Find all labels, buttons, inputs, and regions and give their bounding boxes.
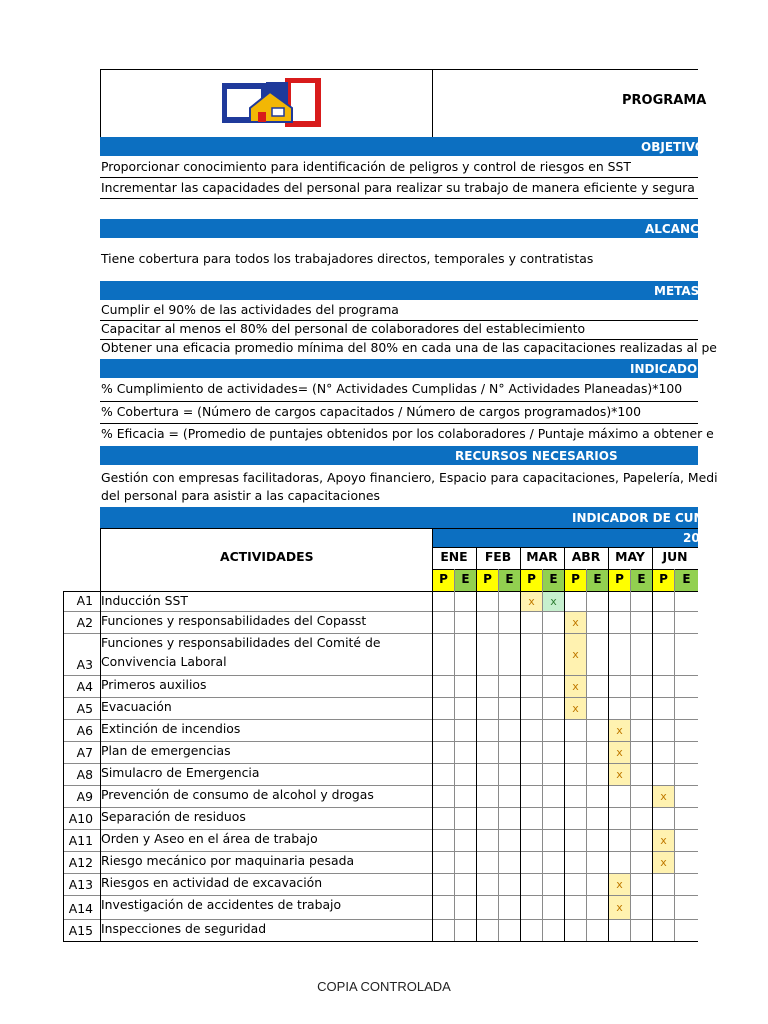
exec-header: E bbox=[543, 570, 564, 591]
activity-label: Simulacro de Emergencia bbox=[101, 765, 260, 780]
month-header: MAY bbox=[615, 549, 645, 564]
planned-mark[interactable]: x bbox=[521, 592, 542, 611]
grid-line bbox=[63, 873, 698, 874]
table-row bbox=[63, 763, 698, 785]
grid-line bbox=[63, 851, 698, 852]
section-cumplimiento bbox=[100, 507, 706, 528]
section-metas bbox=[100, 281, 698, 300]
activity-label: Convivencia Laboral bbox=[101, 654, 227, 669]
activity-label: Primeros auxilios bbox=[101, 677, 207, 692]
objetivo-line-1: Proporcionar conocimiento para identificación de peligros y control de riesgos en SST bbox=[101, 159, 631, 174]
grid-line bbox=[63, 895, 698, 896]
table-row bbox=[63, 895, 698, 919]
activity-label: Separación de residuos bbox=[101, 809, 246, 824]
logo-graphic bbox=[222, 78, 322, 128]
planned-mark[interactable]: x bbox=[565, 698, 586, 719]
section-recursos-label: RECURSOS NECESARIOS bbox=[455, 449, 618, 463]
objetivo-line-2: Incrementar las capacidades del personal para realizar su trabajo de manera eficiente y segura bbox=[101, 180, 695, 195]
plan-header: P bbox=[433, 570, 454, 591]
month-header: ABR bbox=[571, 549, 601, 564]
year-label: 20 bbox=[683, 531, 700, 545]
program-title: PROGRAMA bbox=[622, 93, 707, 108]
table-row bbox=[63, 719, 698, 741]
recursos-line-2: del personal para asistir a las capacitaciones bbox=[101, 488, 380, 503]
border-obj-2 bbox=[100, 198, 698, 199]
grid-line bbox=[63, 591, 64, 941]
section-objetivo bbox=[100, 137, 705, 156]
activity-code: A2 bbox=[76, 615, 93, 630]
table-row bbox=[63, 675, 698, 697]
planned-mark[interactable]: x bbox=[609, 764, 630, 785]
grid-line bbox=[63, 719, 698, 720]
month-header: MAR bbox=[526, 549, 558, 564]
plan-header: P bbox=[609, 570, 630, 591]
exec-header: E bbox=[499, 570, 520, 591]
section-alcance bbox=[100, 219, 708, 238]
grid-line bbox=[63, 919, 698, 920]
section-recursos bbox=[100, 446, 698, 465]
activity-code: A12 bbox=[68, 855, 93, 870]
activity-label: Extinción de incendios bbox=[101, 721, 241, 736]
table-row bbox=[63, 785, 698, 807]
activity-code: A10 bbox=[68, 811, 93, 826]
section-cumplimiento-label: INDICADOR DE CUM bbox=[572, 511, 706, 525]
planned-mark[interactable]: x bbox=[609, 742, 630, 763]
grid-line bbox=[542, 569, 543, 941]
grid-line bbox=[63, 941, 698, 942]
grid-line bbox=[63, 697, 698, 698]
grid-line bbox=[63, 611, 698, 612]
grid-line bbox=[63, 675, 698, 676]
table-row bbox=[63, 591, 698, 611]
planned-mark[interactable]: x bbox=[653, 852, 674, 873]
month-header: FEB bbox=[484, 549, 512, 564]
planned-mark[interactable]: x bbox=[565, 676, 586, 697]
section-objetivo-label: OBJETIVO bbox=[641, 140, 705, 154]
grid-line bbox=[63, 807, 698, 808]
grid-line bbox=[630, 569, 631, 941]
grid-line bbox=[564, 547, 565, 941]
indicador-line-2: % Cobertura = (Número de cargos capacitados / Número de cargos programados)*100 bbox=[101, 404, 642, 419]
plan-header: P bbox=[521, 570, 542, 591]
planned-mark[interactable]: x bbox=[653, 830, 674, 851]
activity-code: A11 bbox=[68, 833, 93, 848]
month-header: ENE bbox=[440, 549, 468, 564]
planned-mark[interactable]: x bbox=[653, 786, 674, 807]
planned-mark[interactable]: x bbox=[565, 612, 586, 633]
activity-code: A15 bbox=[68, 923, 93, 938]
grid-line bbox=[100, 528, 101, 941]
grid-line bbox=[476, 547, 477, 941]
meta-line-1: Cumplir el 90% de las actividades del programa bbox=[101, 302, 399, 317]
company-logo bbox=[222, 78, 322, 128]
border-title-divider bbox=[432, 69, 433, 137]
exec-header: E bbox=[675, 570, 698, 591]
border-top bbox=[100, 69, 698, 70]
planned-mark[interactable]: x bbox=[609, 874, 630, 895]
table-row bbox=[63, 697, 698, 719]
activities-header bbox=[100, 528, 432, 591]
plan-header: P bbox=[653, 570, 674, 591]
activity-code: A14 bbox=[68, 901, 93, 916]
grid-line bbox=[652, 547, 653, 941]
table-row bbox=[63, 633, 698, 675]
border-meta-1 bbox=[100, 320, 698, 321]
activity-label: Inspecciones de seguridad bbox=[101, 921, 267, 936]
table-row bbox=[63, 829, 698, 851]
grid-line bbox=[520, 547, 521, 941]
border-ind-2 bbox=[100, 423, 698, 424]
table-row bbox=[63, 741, 698, 763]
indicador-line-1: % Cumplimiento de actividades= (N° Actividades Cumplidas / N° Actividades Planeadas)*100 bbox=[101, 381, 683, 396]
activity-code: A6 bbox=[76, 723, 93, 738]
executed-mark[interactable]: x bbox=[543, 592, 564, 611]
grid-line bbox=[63, 741, 698, 742]
activity-code: A8 bbox=[76, 767, 93, 782]
grid-line bbox=[63, 591, 698, 592]
exec-header: E bbox=[455, 570, 476, 591]
activity-label: Riesgos en actividad de excavación bbox=[101, 875, 323, 890]
activity-code: A4 bbox=[76, 679, 93, 694]
table-row bbox=[63, 919, 698, 941]
exec-header: E bbox=[631, 570, 652, 591]
planned-mark[interactable]: x bbox=[565, 634, 586, 675]
grid-line bbox=[432, 528, 433, 941]
planned-mark[interactable]: x bbox=[609, 896, 630, 919]
plan-header: P bbox=[477, 570, 498, 591]
activity-label: Evacuación bbox=[101, 699, 172, 714]
activity-code: A3 bbox=[76, 657, 93, 672]
activity-code: A13 bbox=[68, 877, 93, 892]
section-metas-label: METAS bbox=[654, 284, 700, 298]
grid-line bbox=[586, 569, 587, 941]
year-band bbox=[432, 528, 698, 547]
grid-line bbox=[432, 547, 698, 548]
grid-line bbox=[498, 569, 499, 941]
table-row bbox=[63, 611, 698, 633]
alcance-text: Tiene cobertura para todos los trabajadores directos, temporales y contratistas bbox=[101, 251, 594, 266]
table-row bbox=[63, 873, 698, 895]
section-alcance-label: ALCANCE bbox=[645, 222, 708, 236]
activity-label: Funciones y responsabilidades del Copasst bbox=[101, 613, 367, 628]
table-row bbox=[63, 851, 698, 873]
activities-header-label: ACTIVIDADES bbox=[220, 549, 314, 564]
grid-line bbox=[63, 633, 698, 634]
meta-line-3: Obtener una eficacia promedio mínima del 80% en cada una de las capacitaciones realizadas al pe bbox=[101, 340, 717, 355]
grid-line bbox=[100, 528, 698, 529]
activity-label: Funciones y responsabilidades del Comité de bbox=[101, 635, 381, 650]
grid-line bbox=[454, 569, 455, 941]
footer-copia-controlada: COPIA CONTROLADA bbox=[317, 979, 451, 994]
activity-label: Orden y Aseo en el área de trabajo bbox=[101, 831, 318, 846]
table-row bbox=[63, 807, 698, 829]
grid-line bbox=[674, 569, 675, 941]
border-meta-2 bbox=[100, 339, 698, 340]
activity-code: A7 bbox=[76, 745, 93, 760]
activity-code: A1 bbox=[76, 593, 93, 608]
meta-line-2: Capacitar al menos el 80% del personal de colaboradores del establecimiento bbox=[101, 321, 586, 336]
grid-line bbox=[608, 547, 609, 941]
month-header: JUN bbox=[662, 549, 688, 564]
section-indicadores-label: INDICADO bbox=[630, 362, 698, 376]
border-ind-1 bbox=[100, 401, 698, 402]
activity-label: Investigación de accidentes de trabajo bbox=[101, 897, 342, 912]
activity-code: A5 bbox=[76, 701, 93, 716]
border-left-header bbox=[100, 69, 101, 137]
planned-mark[interactable]: x bbox=[609, 720, 630, 741]
exec-header: E bbox=[587, 570, 608, 591]
grid-line bbox=[63, 829, 698, 830]
activity-code: A9 bbox=[76, 789, 93, 804]
grid-line bbox=[432, 569, 698, 570]
activity-label: Plan de emergencias bbox=[101, 743, 231, 758]
recursos-line-1: Gestión con empresas facilitadoras, Apoyo financiero, Espacio para capacitaciones, Papelería, Medi bbox=[101, 470, 718, 485]
grid-line bbox=[63, 785, 698, 786]
section-indicadores bbox=[100, 359, 698, 378]
border-obj-1 bbox=[100, 177, 698, 178]
plan-header: P bbox=[565, 570, 586, 591]
indicador-line-3: % Eficacia = (Promedio de puntajes obtenidos por los colaboradores / Puntaje máximo a obtener e bbox=[101, 426, 714, 441]
activity-label: Inducción SST bbox=[101, 593, 188, 608]
activity-label: Prevención de consumo de alcohol y drogas bbox=[101, 787, 374, 802]
activity-label: Riesgo mecánico por maquinaria pesada bbox=[101, 853, 355, 868]
grid-line bbox=[63, 763, 698, 764]
